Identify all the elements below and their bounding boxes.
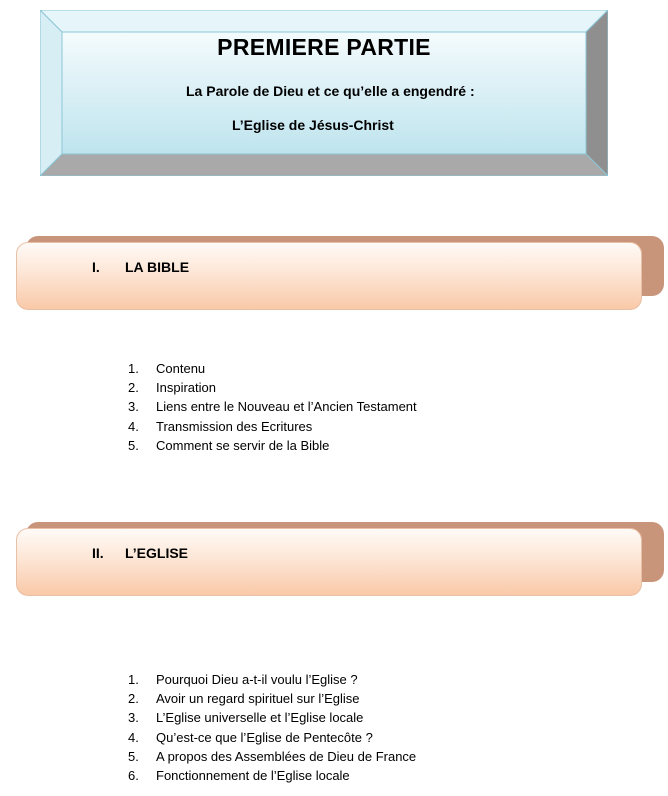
section-list-bible bbox=[128, 359, 417, 455]
list-item-number: 6. bbox=[128, 767, 139, 783]
banner-face bbox=[16, 528, 642, 596]
list-item bbox=[128, 728, 416, 747]
list-item bbox=[128, 359, 417, 378]
list-item-text: Comment se servir de la Bible bbox=[156, 437, 330, 453]
list-item bbox=[128, 417, 417, 436]
list-item-text: L’Eglise universelle et l’Eglise locale bbox=[156, 710, 364, 726]
title-box bbox=[40, 10, 608, 176]
list-item-text: Qu’est-ce que l’Eglise de Pentecôte ? bbox=[156, 729, 373, 745]
list-item bbox=[128, 689, 416, 708]
list-item-text: Avoir un regard spirituel sur l’Eglise bbox=[156, 691, 360, 707]
list-item bbox=[128, 436, 417, 455]
list-item-number: 1. bbox=[128, 361, 139, 376]
section-heading: L’EGLISE bbox=[125, 545, 189, 561]
list-item-number: 2. bbox=[128, 691, 139, 707]
list-item bbox=[128, 397, 417, 416]
list-item-number: 5. bbox=[128, 437, 139, 453]
section-list-eglise bbox=[128, 670, 416, 785]
list-item-number: 3. bbox=[128, 399, 139, 415]
banner-face bbox=[16, 242, 642, 310]
list-item-number: 4. bbox=[128, 418, 139, 434]
section-banner-bible bbox=[16, 236, 650, 312]
list-item-number: 3. bbox=[128, 710, 139, 726]
list-item-text: A propos des Assemblées de Dieu de France bbox=[156, 748, 417, 764]
section-heading: LA BIBLE bbox=[125, 259, 190, 275]
list-item-text: Fonctionnement de l’Eglise locale bbox=[156, 767, 350, 783]
page-title: PREMIERE PARTIE bbox=[217, 34, 431, 60]
list-item-number: 4. bbox=[128, 729, 139, 745]
list-item bbox=[128, 747, 416, 766]
list-item bbox=[128, 378, 417, 397]
page-subtitle: La Parole de Dieu et ce qu’elle a engendré : bbox=[186, 83, 475, 99]
list-item-number: 5. bbox=[128, 748, 139, 764]
page-subtitle-2: L’Eglise de Jésus-Christ bbox=[232, 117, 394, 133]
list-item-number: 2. bbox=[128, 380, 139, 396]
list-item-text: Liens entre le Nouveau et l’Ancien Testament bbox=[156, 399, 417, 415]
list-item-text: Pourquoi Dieu a-t-il voulu l’Eglise ? bbox=[156, 672, 358, 687]
section-numeral: II. bbox=[92, 545, 104, 561]
section-banner-eglise bbox=[16, 522, 650, 598]
list-item-text: Inspiration bbox=[156, 380, 216, 396]
list-item-text: Contenu bbox=[156, 361, 206, 376]
list-item bbox=[128, 708, 416, 727]
list-item-number: 1. bbox=[128, 672, 139, 687]
list-item bbox=[128, 670, 416, 689]
list-item bbox=[128, 766, 416, 785]
section-numeral: I. bbox=[92, 259, 100, 275]
list-item-text: Transmission des Ecritures bbox=[156, 418, 313, 434]
